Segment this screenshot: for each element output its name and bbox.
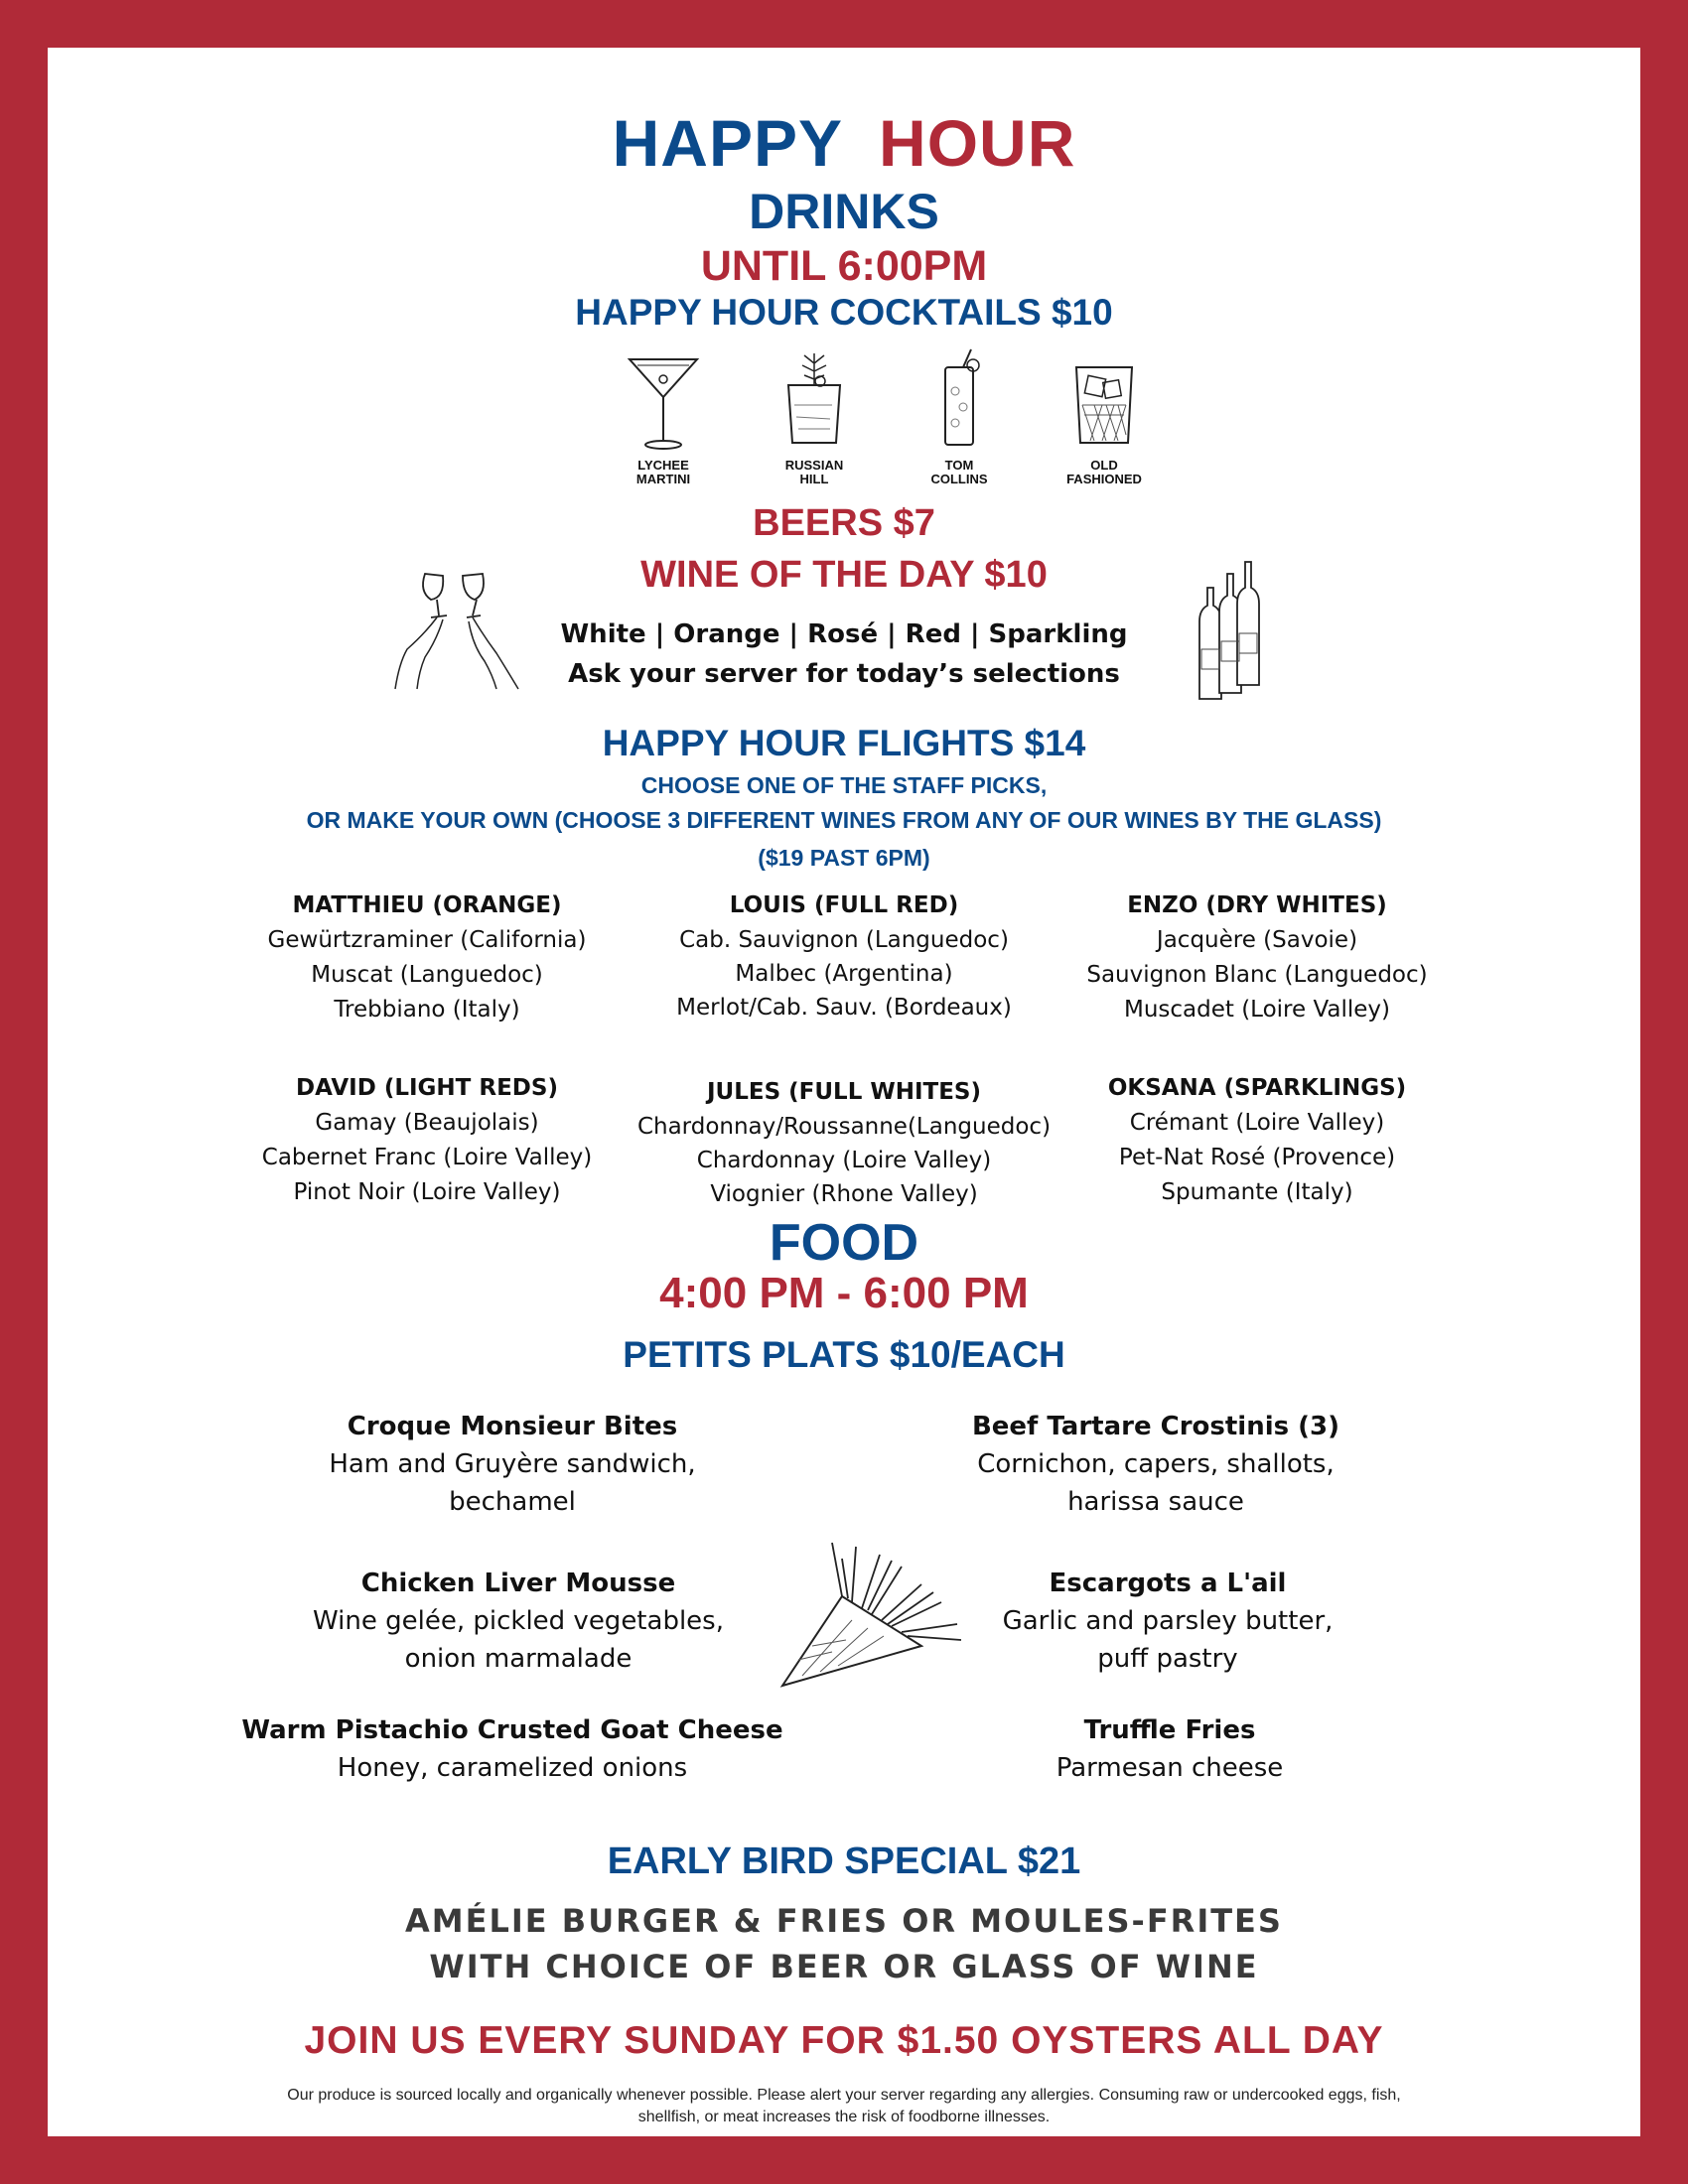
collins-glass-icon — [919, 345, 999, 455]
dish-name: Warm Pistachio Crusted Goat Cheese — [241, 1715, 783, 1745]
title-hour: HOUR — [879, 106, 1076, 180]
dish-description: onion marmalade — [404, 1644, 633, 1674]
beers-heading: BEERS $7 — [753, 502, 935, 544]
dish-description: Cornichon, capers, shallots, — [977, 1449, 1335, 1479]
flights-subtitle-3: ($19 PAST 6PM) — [758, 845, 930, 871]
wine-note: Ask your server for today’s selections — [568, 659, 1120, 689]
flight-pick-name: OKSANA (SPARKLINGS) — [1107, 1075, 1407, 1101]
flights-subtitle-1: CHOOSE ONE OF THE STAFF PICKS, — [640, 772, 1048, 798]
cocktail-tom-collins — [880, 345, 1039, 486]
food-heading: FOOD — [769, 1214, 919, 1272]
dish-description: bechamel — [449, 1487, 576, 1517]
page-title — [48, 105, 1640, 181]
rocks-glass-garnish-icon — [774, 345, 854, 455]
menu-page — [48, 48, 1640, 2136]
cocktails-heading: HAPPY HOUR COCKTAILS $10 — [575, 292, 1113, 333]
flight-pick-enzo — [1029, 887, 1485, 1027]
dish-description: Wine gelée, pickled vegetables, — [313, 1606, 724, 1636]
early-bird-heading: EARLY BIRD SPECIAL $21 — [607, 1841, 1081, 1882]
flight-pick-wine: Chardonnay/Roussanne(Languedoc) — [636, 1114, 1052, 1140]
wine-of-the-day-heading: WINE OF THE DAY $10 — [640, 554, 1048, 596]
petits-plats-heading: PETITS PLATS $10/EACH — [623, 1334, 1065, 1375]
flight-pick-wine: Muscadet (Loire Valley) — [1123, 997, 1391, 1023]
dish-name: Escargots a L'ail — [1049, 1569, 1287, 1598]
flight-pick-wine: Merlot/Cab. Sauv. (Bordeaux) — [676, 995, 1012, 1021]
flight-pick-wine: Sauvignon Blanc (Languedoc) — [1086, 962, 1428, 988]
dish-truffle-fries — [872, 1711, 1468, 1787]
dish-croque-monsieur — [214, 1408, 810, 1521]
flight-pick-wine: Chardonnay (Loire Valley) — [696, 1148, 992, 1173]
cocktail-label: LYCHEE MARTINI — [635, 458, 691, 486]
early-bird-line-1: AMÉLIE BURGER & FRIES OR MOULES-FRITES — [405, 1902, 1283, 1940]
martini-glass-icon — [624, 345, 703, 455]
flights-subtitle-2: OR MAKE YOUR OWN (CHOOSE 3 DIFFERENT WINES FROM ANY OF OUR WINES BY THE GLASS) — [306, 807, 1382, 833]
footer-line-1: Our produce is sourced locally and organically whenever possible. Please alert your server regarding any allergies. Consuming raw or undercooked eggs, fish, — [287, 2087, 1401, 2104]
flight-pick-wine: Crémant (Loire Valley) — [1129, 1110, 1385, 1136]
flight-pick-wine: Trebbiano (Italy) — [334, 997, 520, 1023]
dish-description: Honey, caramelized onions — [337, 1753, 688, 1783]
flight-pick-name: ENZO (DRY WHITES) — [1127, 892, 1387, 918]
cocktail-lychee-martini — [584, 345, 743, 486]
flight-pick-name: DAVID (LIGHT REDS) — [296, 1075, 558, 1101]
title-happy: HAPPY — [612, 106, 844, 180]
dish-name: Truffle Fries — [1083, 1715, 1256, 1745]
food-time: 4:00 PM - 6:00 PM — [659, 1269, 1029, 1317]
cocktail-old-fashioned — [1025, 345, 1184, 486]
cocktail-label: RUSSIAN HILL — [784, 458, 844, 486]
footer-line-2: shellfish, or meat increases the risk of foodborne illnesses. — [637, 2109, 1051, 2125]
sunday-oysters-banner: JOIN US EVERY SUNDAY FOR $1.50 OYSTERS ALL DAY — [304, 2019, 1384, 2062]
fries-cone-icon — [773, 1537, 971, 1706]
dish-name: Croque Monsieur Bites — [347, 1412, 678, 1441]
flight-pick-david — [199, 1070, 655, 1210]
dish-description: puff pastry — [1097, 1644, 1238, 1674]
cut-crystal-glass-icon — [1064, 345, 1144, 455]
cocktail-russian-hill — [735, 345, 894, 486]
flight-pick-name: MATTHIEU (ORANGE) — [292, 892, 562, 918]
flight-pick-wine: Spumante (Italy) — [1161, 1179, 1353, 1205]
cocktail-label: TOM COLLINS — [930, 458, 988, 486]
dish-description: Garlic and parsley butter, — [1002, 1606, 1334, 1636]
flight-pick-wine: Cab. Sauvignon (Languedoc) — [679, 927, 1009, 953]
dish-description: Parmesan cheese — [1055, 1753, 1284, 1783]
dish-beef-tartare — [858, 1408, 1454, 1521]
flight-pick-name: LOUIS (FULL RED) — [729, 892, 959, 918]
flight-pick-wine: Malbec (Argentina) — [735, 961, 953, 987]
wine-bottles-icon — [1180, 558, 1299, 707]
flight-pick-wine: Jacquère (Savoie) — [1156, 927, 1358, 953]
flight-pick-wine: Gamay (Beaujolais) — [315, 1110, 539, 1136]
flight-pick-wine: Cabernet Franc (Loire Valley) — [261, 1145, 593, 1170]
dish-name: Chicken Liver Mousse — [360, 1569, 676, 1598]
flight-pick-wine: Pinot Noir (Loire Valley) — [293, 1179, 561, 1205]
wine-options: White | Orange | Rosé | Red | Sparkling — [560, 619, 1128, 649]
until-time: UNTIL 6:00PM — [700, 242, 988, 290]
dish-description: harissa sauce — [1067, 1487, 1244, 1517]
flight-pick-name: JULES (FULL WHITES) — [706, 1079, 982, 1105]
flight-pick-matthieu — [199, 887, 655, 1027]
flight-pick-wine: Pet-Nat Rosé (Provence) — [1118, 1145, 1396, 1170]
dish-description: Ham and Gruyère sandwich, — [329, 1449, 696, 1479]
flight-pick-louis — [616, 887, 1072, 1024]
dish-chicken-liver-mousse — [220, 1565, 816, 1678]
flight-pick-wine: Viognier (Rhone Valley) — [710, 1181, 978, 1207]
dish-name: Beef Tartare Crostinis (3) — [971, 1412, 1340, 1441]
dish-goat-cheese — [214, 1711, 810, 1787]
flight-pick-oksana — [1029, 1070, 1485, 1210]
flight-pick-jules — [616, 1074, 1072, 1211]
flights-heading: HAPPY HOUR FLIGHTS $14 — [602, 723, 1086, 763]
footer-disclaimer — [177, 2085, 1511, 2128]
flight-pick-wine: Gewürtzraminer (California) — [267, 927, 587, 953]
drinks-heading: DRINKS — [749, 184, 939, 239]
flight-pick-wine: Muscat (Languedoc) — [311, 962, 543, 988]
cocktail-label: OLD FASHIONED — [1066, 458, 1142, 486]
early-bird-line-2: WITH CHOICE OF BEER OR GLASS OF WINE — [429, 1948, 1259, 1985]
